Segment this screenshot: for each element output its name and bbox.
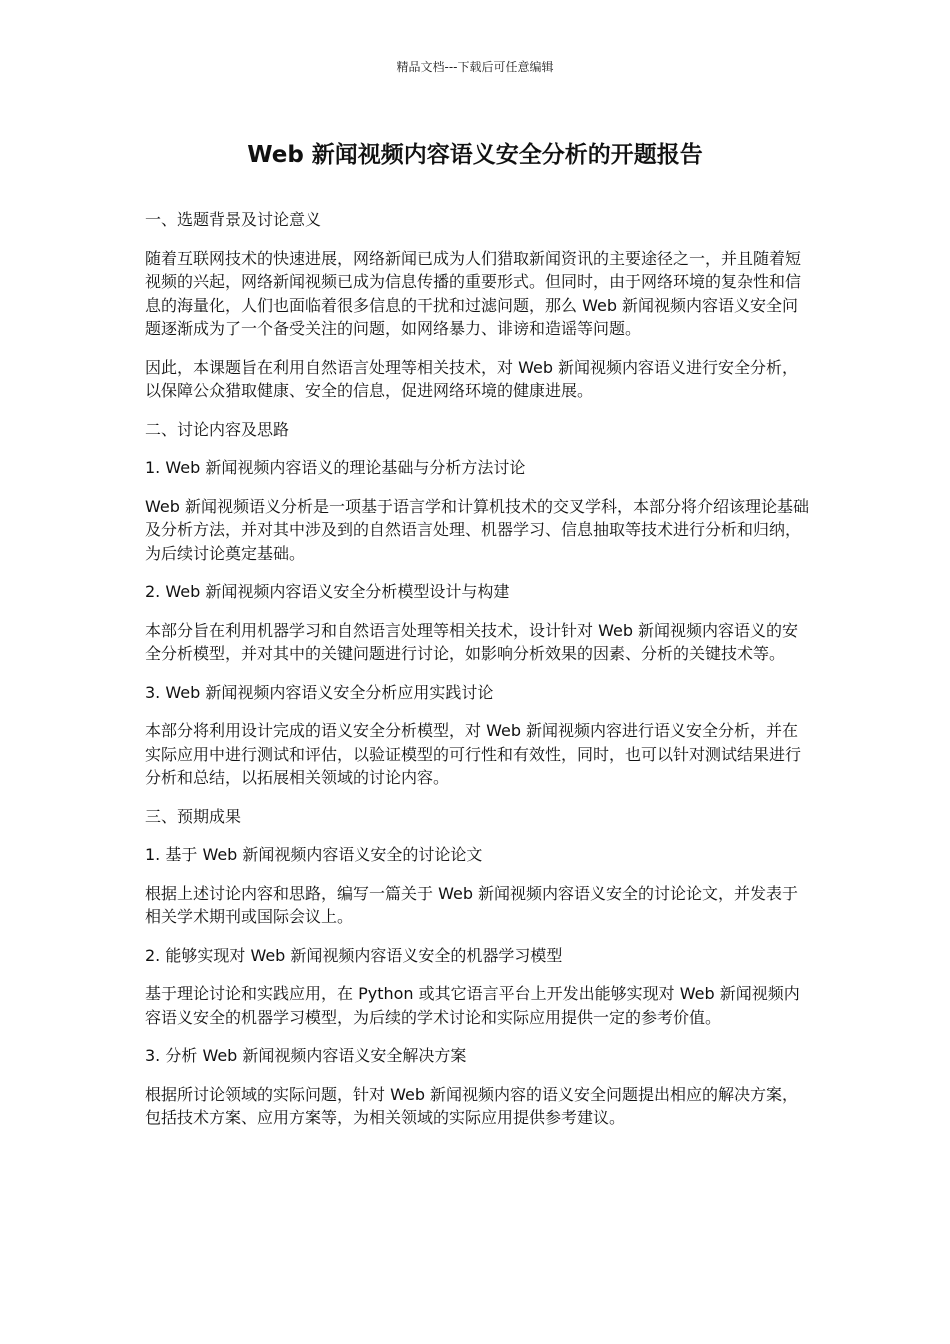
subheading-ml-model: 2. 能够实现对 Web 新闻视频内容语义安全的机器学习模型 (145, 945, 563, 965)
document-body (145, 208, 810, 1145)
subheading-practice: 3. Web 新闻视频内容语义安全分析应用实践讨论 (145, 682, 494, 702)
paragraph-paper: 根据上述讨论内容和思路，编写一篇关于 Web 新闻视频内容语义安全的讨论论文，并发表于相关学术期刊或国际会议上。 (145, 883, 799, 926)
paragraph-ml-model: 基于理论讨论和实践应用，在 Python 或其它语言平台上开发出能够实现对 Web 新闻视频内容语义安全的机器学习模型，为后续的学术讨论和实际应用提供一定的参考价值。 (145, 984, 800, 1027)
subheading-solution: 3. 分析 Web 新闻视频内容语义安全解决方案 (145, 1046, 467, 1065)
paragraph-practice: 本部分将利用设计完成的语义安全分析模型，对 Web 新闻视频内容进行语义安全分析，并在实际应用中进行测试和评估，以验证模型的可行性和有效性，同时，也可以针对测试结果进行分析和总结，以拓展相关领域的讨论内容。 (145, 721, 802, 787)
paragraph-purpose: 因此，本课题旨在利用自然语言处理等相关技术，对 Web 新闻视频内容语义进行安全分析，以保障公众猎取健康、安全的信息，促进网络环境的健康进展。 (145, 357, 799, 400)
paragraph-model: 本部分旨在利用机器学习和自然语言处理等相关技术，设计针对 Web 新闻视频内容语义的安全分析模型，并对其中的关键问题进行讨论，如影响分析效果的因素、分析的关键技术等。 (145, 620, 799, 663)
page-header: 精品文档---下载后可任意编辑 (396, 60, 554, 74)
paragraph-theory: Web 新闻视频语义分析是一项基于语言学和计算机技术的交叉学科，本部分将介绍该理论基础及分析方法，并对其中涉及到的自然语言处理、机器学习、信息抽取等技术进行分析和归纳，为后续讨论奠定基础。 (145, 496, 809, 563)
subheading-theory: 1. Web 新闻视频内容语义的理论基础与分析方法讨论 (145, 458, 526, 477)
paragraph-solution: 根据所讨论领域的实际问题，针对 Web 新闻视频内容的语义安全问题提出相应的解决方案，包括技术方案、应用方案等，为相关领域的实际应用提供参考建议。 (145, 1084, 799, 1127)
document-title: Web 新闻视频内容语义安全分析的开题报告 (247, 142, 703, 168)
subheading-model: 2. Web 新闻视频内容语义安全分析模型设计与构建 (145, 582, 510, 601)
subheading-paper: 1. 基于 Web 新闻视频内容语义安全的讨论论文 (145, 845, 483, 864)
paragraph-background: 随着互联网技术的快速进展，网络新闻已成为人们猎取新闻资讯的主要途径之一，并且随着短视频的兴起，网络新闻视频已成为信息传播的重要形式。但同时，由于网络环境的复杂性和信息的海量化，人们也面临着很多信息的干扰和过滤问题，那么 Web 新闻视频内容语义安全问题逐渐成为了一个备受关注的问题，如网络暴力、诽谤和造谣等问题。 (145, 248, 802, 338)
section-heading-results: 三、预期成果 (145, 806, 242, 826)
section-heading-research: 二、讨论内容及思路 (145, 419, 290, 439)
section-heading-background: 一、选题背景及讨论意义 (145, 210, 322, 229)
